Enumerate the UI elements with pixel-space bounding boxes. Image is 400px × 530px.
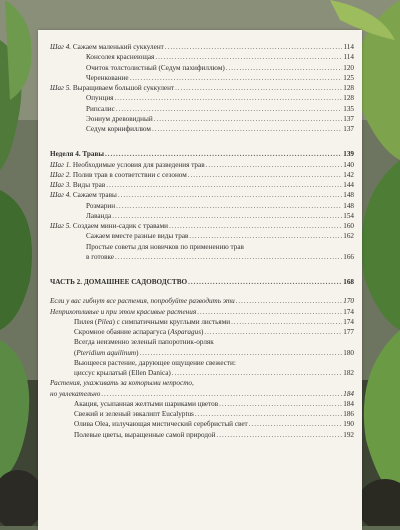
page-number: 190 bbox=[343, 420, 354, 429]
toc-entry bbox=[50, 252, 354, 262]
toc-entry bbox=[50, 221, 354, 231]
page-number: 186 bbox=[343, 410, 354, 418]
page-number: 114 bbox=[343, 53, 354, 62]
page-number: 148 bbox=[343, 201, 354, 210]
page-number: 140 bbox=[343, 160, 354, 169]
part-heading bbox=[50, 277, 354, 287]
toc-entry bbox=[50, 419, 354, 429]
toc-entry bbox=[50, 317, 354, 327]
toc-entry bbox=[50, 368, 354, 378]
entry-text: циссус крылатый (Ellen Danica) bbox=[74, 369, 171, 377]
toc-entry bbox=[50, 231, 354, 241]
toc-entry bbox=[50, 63, 354, 73]
entry-text: Акация, усыпанная желтыми шариками цветов bbox=[74, 399, 219, 408]
page-number: 184 bbox=[343, 399, 354, 408]
page-number: 174 bbox=[343, 317, 354, 326]
entry-text: ( bbox=[74, 348, 77, 357]
page-number: 166 bbox=[343, 252, 354, 261]
page-number: 125 bbox=[343, 73, 354, 82]
toc-entry bbox=[50, 399, 354, 409]
step-prefix: Шаг 4. bbox=[50, 43, 72, 51]
toc-entry bbox=[50, 170, 354, 180]
entry-text: Выращиваем большой суккулент bbox=[72, 84, 175, 92]
toc-entry bbox=[50, 307, 354, 317]
toc-entry bbox=[50, 83, 354, 93]
latin-name: Asparagus bbox=[170, 328, 201, 336]
toc-entry bbox=[50, 201, 354, 211]
page-number: 120 bbox=[343, 63, 354, 72]
entry-text: но увлекательно bbox=[50, 389, 101, 398]
entry-text: в готовке bbox=[86, 252, 114, 261]
page-number: 168 bbox=[343, 278, 354, 286]
page-number: 192 bbox=[343, 430, 354, 439]
toc-entry bbox=[50, 296, 354, 306]
page-number: 128 bbox=[343, 94, 354, 103]
toc-entry bbox=[50, 180, 354, 190]
toc-entry bbox=[50, 73, 354, 83]
page-number: 139 bbox=[343, 150, 354, 159]
page-number: 142 bbox=[343, 170, 354, 179]
entry-text: Розмарин bbox=[86, 201, 116, 210]
step-prefix: Шаг 5. bbox=[50, 84, 72, 92]
page-number: 170 bbox=[343, 297, 354, 306]
entry-text: Лаванда bbox=[86, 211, 112, 220]
toc-block-part2 bbox=[50, 277, 354, 440]
step-prefix: Шаг 5. bbox=[50, 222, 72, 230]
toc-entry bbox=[50, 389, 354, 399]
entry-text: Виды трав bbox=[72, 181, 106, 189]
page-number: 160 bbox=[343, 222, 354, 230]
step-prefix: Шаг 3. bbox=[50, 181, 72, 189]
entry-text: ) bbox=[136, 348, 139, 357]
toc-entry bbox=[50, 104, 354, 114]
page-number: 137 bbox=[343, 125, 354, 133]
toc-entry bbox=[50, 42, 354, 52]
page-number: 162 bbox=[343, 232, 354, 241]
entry-text: Вьющееся растение, дарующее ощущение свежести: bbox=[74, 358, 236, 367]
entry-text: ) bbox=[201, 328, 204, 336]
toc-block-herbs bbox=[50, 149, 354, 262]
toc-entry bbox=[50, 242, 354, 252]
entry-text: Необходимые условия для разведения трав bbox=[72, 160, 205, 169]
toc-block-succulents bbox=[50, 42, 354, 134]
toc-entry bbox=[50, 378, 354, 388]
entry-text: Всегда неизменно зеленый папоротник-орляк bbox=[74, 338, 214, 347]
latin-name: Pilea bbox=[97, 317, 113, 326]
toc-entry bbox=[50, 114, 354, 124]
toc-entry bbox=[50, 52, 354, 62]
page-number: 174 bbox=[343, 307, 354, 316]
page-number: 137 bbox=[343, 114, 354, 123]
toc-entry bbox=[50, 409, 354, 419]
entry-text: Черенкование bbox=[86, 73, 129, 82]
entry-text: Консолея краснеющая bbox=[86, 53, 155, 62]
entry-text: Создаем мини-садик с травами bbox=[72, 222, 168, 230]
entry-text: Растения, ухаживать за которыми непросто, bbox=[50, 379, 194, 388]
entry-text: Олива Olea, излучающая мистический серебристый свет bbox=[74, 420, 248, 429]
page-number: 148 bbox=[343, 191, 354, 200]
page-number: 135 bbox=[343, 104, 354, 113]
entry-text: Неделя 4. Травы bbox=[50, 150, 105, 159]
entry-text: Если у вас гибнут все растения, попробуйте разводить эти bbox=[50, 297, 235, 306]
toc-entry bbox=[50, 358, 354, 368]
entry-text: ЧАСТЬ 2. ДОМАШНЕЕ САДОВОДСТВО bbox=[50, 278, 188, 286]
toc-entry bbox=[50, 211, 354, 221]
week-heading bbox=[50, 149, 354, 159]
page-number: 182 bbox=[343, 369, 354, 377]
step-prefix: Шаг 4. bbox=[50, 191, 72, 200]
entry-text: Полив трав в соответствии с сезоном bbox=[72, 170, 187, 179]
entry-text: Сажаем маленький суккулент bbox=[72, 43, 164, 51]
toc-entry bbox=[50, 160, 354, 170]
entry-text: Сажаем вместе разные виды трав bbox=[86, 232, 189, 241]
toc-entry bbox=[50, 337, 354, 347]
toc-entry bbox=[50, 430, 354, 440]
page-number: 128 bbox=[343, 84, 354, 92]
page-number: 180 bbox=[343, 348, 354, 357]
entry-text: Сажаем травы bbox=[72, 191, 117, 200]
entry-text: Эониум древовидный bbox=[86, 114, 153, 123]
toc-page bbox=[38, 30, 362, 530]
entry-text: Седум корнифиллюм bbox=[86, 125, 151, 133]
toc-entry bbox=[50, 348, 354, 358]
entry-text: Пилея ( bbox=[74, 317, 98, 326]
entry-text: ) с симпатичными круглыми листьями bbox=[112, 317, 231, 326]
entry-text: Опунция bbox=[86, 94, 114, 103]
toc-entry bbox=[50, 327, 354, 337]
toc-entry bbox=[50, 124, 354, 134]
latin-name: Pteridium aquilinum bbox=[76, 348, 137, 357]
entry-text: Скромное обаяние аспарагуса ( bbox=[74, 328, 171, 336]
toc-entry bbox=[50, 93, 354, 103]
step-prefix: Шаг 1. bbox=[50, 160, 72, 169]
toc-entry bbox=[50, 190, 354, 200]
page-number: 184 bbox=[343, 389, 354, 398]
entry-text: Свежий и зеленый эвкалипт Eucalyptus bbox=[74, 410, 194, 418]
entry-text: Полевые цветы, выращенные самой природой bbox=[74, 430, 216, 439]
entry-text: Очиток толстолистный (Седум пахифиллюм) bbox=[86, 63, 225, 72]
entry-text: Неприхотливые и при этом красивые растения bbox=[50, 307, 197, 316]
step-prefix: Шаг 2. bbox=[50, 170, 72, 179]
entry-text: Рипсалис bbox=[86, 104, 115, 113]
page-number: 154 bbox=[343, 211, 354, 220]
entry-text: Простые советы для новичков по применению трав bbox=[86, 242, 244, 251]
page-number: 114 bbox=[343, 43, 354, 51]
page-number: 177 bbox=[343, 328, 354, 336]
page-number: 144 bbox=[343, 181, 354, 189]
